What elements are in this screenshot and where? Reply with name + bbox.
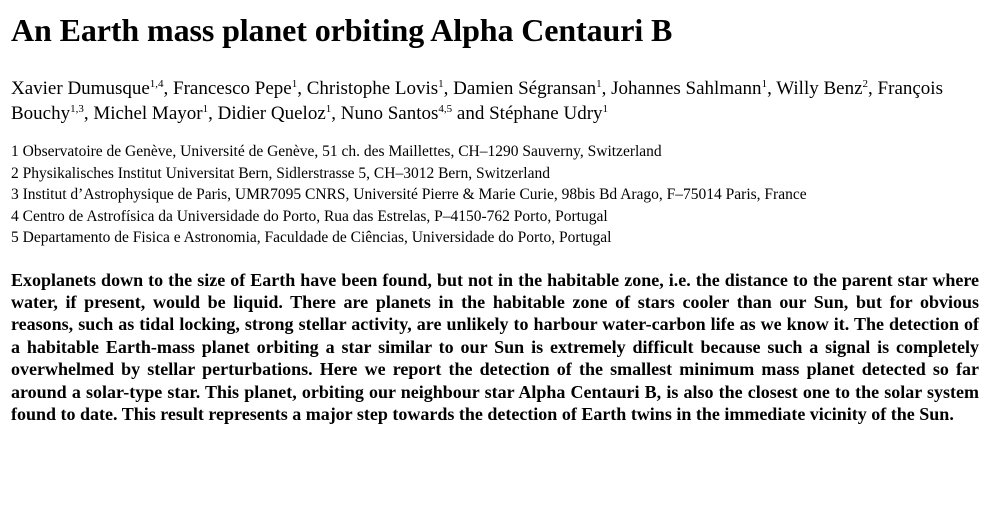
- author-name: Willy Benz: [776, 78, 863, 99]
- author: [218, 103, 332, 124]
- author-separator: ,: [868, 78, 878, 99]
- author-separator: ,: [767, 78, 777, 99]
- author-name: Didier Queloz: [217, 103, 326, 124]
- author-affiliation-marker: 1,3: [70, 103, 84, 115]
- author: [611, 78, 767, 99]
- author-separator: ,: [443, 78, 454, 99]
- author: [341, 103, 452, 124]
- author-name: Michel Mayor: [93, 103, 203, 124]
- author-name: Christophe Lovis: [306, 78, 439, 99]
- author: [776, 78, 868, 99]
- author-name: François Bouchy: [11, 78, 943, 124]
- author-separator: ,: [163, 78, 174, 99]
- author-name: Damien Ségransan: [453, 78, 597, 99]
- author-affiliation-marker: 2: [862, 78, 869, 90]
- paper-title: An Earth mass planet orbiting Alpha Centauri B: [11, 12, 673, 48]
- author-name: Francesco Pepe: [173, 78, 292, 99]
- affiliation-line: 3 Institut d’Astrophysique de Paris, UMR7095 CNRS, Université Pierre & Marie Curie, 98bis Bd Arago, F–75014 Paris, France: [11, 186, 807, 203]
- author-affiliation-marker: 1: [761, 78, 768, 90]
- author-affiliation-marker: 1: [602, 103, 609, 115]
- author-affiliation-marker: 1: [325, 103, 332, 115]
- paper-page: [11, 10, 979, 443]
- abstract: Exoplanets down to the size of Earth have been found, but not in the habitable zone, i.e. the distance to the parent star where water, if present, would be liquid. There are planets in the habitable zone of stars cooler than our Sun, but for obvious reasons, such as tidal locking, strong stellar activity, are unlikely to harbour water-carbon life as we know it. The detection of a habitable Earth-mass planet orbiting a star similar to our Sun is extremely difficult because such a signal is completely overwhelmed by stellar perturbations. Here we report the detection of the smallest minimum mass planet detected so far around a solar-type star. This planet, orbiting our neighbour star Alpha Centauri B, is also the closest one to the solar system found to date. This result represents a major step towards the detection of Earth twins in the immediate vicinity of the Sun.: [11, 269, 979, 424]
- affiliation-line: 1 Observatoire de Genève, Université de Genève, 51 ch. des Maillettes, CH–1290 Sauverny, Switzerland: [11, 143, 662, 160]
- author-name: Johannes Sahlmann: [611, 78, 762, 99]
- author-list: [11, 76, 979, 126]
- author: [11, 78, 164, 99]
- author-affiliation-marker: 1: [438, 78, 444, 90]
- author-affiliation-marker: 1: [291, 78, 298, 90]
- author-name: Stéphane Udry: [489, 103, 603, 124]
- affiliation-line: 4 Centro de Astrofísica da Universidade do Porto, Rua das Estrelas, P–4150-762 Porto, Portugal: [11, 207, 608, 225]
- author-affiliation-marker: 1: [596, 78, 602, 90]
- author: [489, 103, 608, 124]
- affiliation-list: [11, 141, 979, 249]
- author-separator: ,: [297, 78, 307, 99]
- author-affiliation-marker: 1,4: [149, 78, 164, 90]
- author-name: Nuno Santos: [340, 103, 439, 124]
- author-separator: ,: [601, 78, 612, 99]
- author-separator: and: [452, 103, 490, 124]
- author-affiliation-marker: 4,5: [438, 103, 453, 115]
- author-separator: ,: [83, 103, 94, 124]
- author: [93, 103, 208, 124]
- affiliation-line: 2 Physikalisches Institut Universitat Bern, Sidlerstrasse 5, CH–3012 Bern, Switzerland: [11, 164, 550, 182]
- author-affiliation-marker: 1: [202, 103, 209, 115]
- author: [307, 78, 444, 99]
- author-separator: ,: [331, 103, 341, 124]
- author-separator: ,: [208, 103, 218, 124]
- author: [173, 78, 297, 99]
- affiliation-line: 5 Departamento de Fisica e Astronomia, Faculdade de Ciências, Universidade do Porto, Portugal: [11, 229, 612, 246]
- author-name: Xavier Dumusque: [11, 78, 150, 99]
- author: [453, 78, 601, 99]
